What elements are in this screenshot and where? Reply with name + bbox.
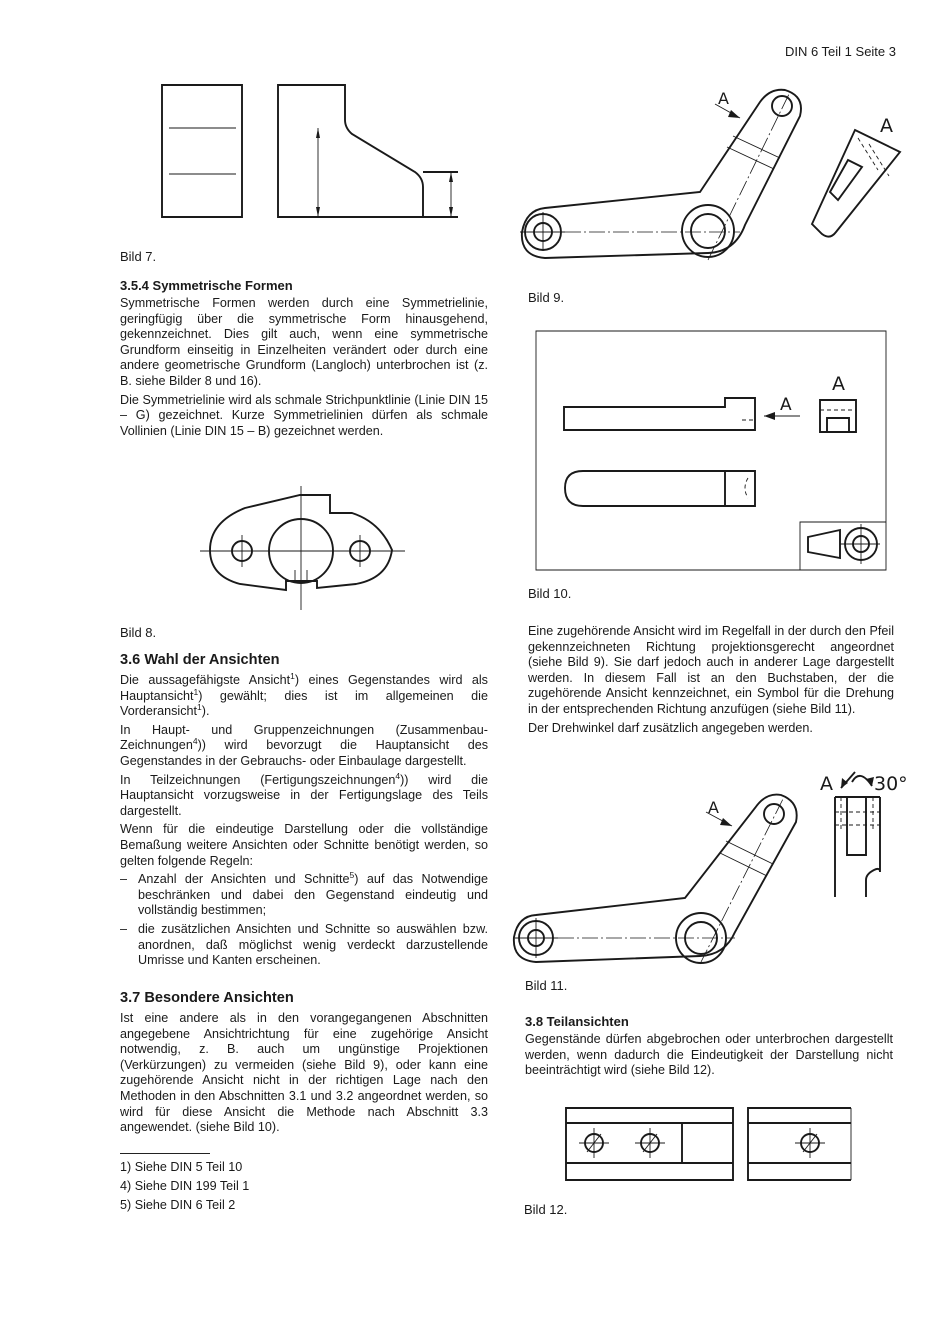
caption-bild-10: Bild 10. xyxy=(528,586,572,601)
paragraph: Wenn für die eindeutige Darstellung oder die vollständige Bemaßung weitere Ansichten oder Schnitte benötigt werden, so gelten folgende Regeln: xyxy=(120,822,488,868)
list-item: – Anzahl der Ansichten und Schnitte$^5$) auf das Notwendige beschränken und dabei den Gegenstand eindeutig und vollständig bestimmen; xyxy=(120,869,488,918)
footnotes xyxy=(120,1158,249,1215)
section-3-5-4 xyxy=(120,278,488,442)
caption-bild-9: Bild 9. xyxy=(528,290,565,305)
paragraph: Die Symmetrielinie wird als schmale Strichpunktlinie (Linie DIN 15 – G) gezeichnet. Kurze Symmetrielinien dürfen als schmale Vollinien (Linie DIN 15 – B) gezeichnet werden. xyxy=(120,392,488,438)
section-title: 3.8 Teilansichten xyxy=(525,1014,629,1029)
figure-bild-12 xyxy=(560,1100,860,1190)
paragraph: Der Drehwinkel darf zusätzlich angegeben werden. xyxy=(528,720,813,735)
caption-bild-8: Bild 8. xyxy=(120,625,157,640)
view-label: A xyxy=(832,373,845,395)
footnote: 5) Siehe DIN 6 Teil 2 xyxy=(120,1198,236,1212)
rotation-angle: 30° xyxy=(874,773,908,795)
section-title: 3.5.4 Symmetrische Formen xyxy=(120,278,293,293)
section-3-8 xyxy=(525,1014,893,1082)
paragraph: Symmetrische Formen werden durch eine Symmetrielinie, geringfügig über die symmetrische Form hinausgehend, gekennzeichnet. Dies gilt auch, wenn eine symmetrische Grundform einseitig in Einzelheiten verändert oder durch eine andere geometrische Grundform (Langloch) unterbrochen ist (z. B. siehe Bilder 8 und 16). xyxy=(120,296,488,388)
paragraph: Die aussagefähigste Ansicht$^1$) eines Gegenstandes wird als Hauptansicht$^1$) gewählt; dies ist im allgemeinen die Vorderansicht$^1$). xyxy=(120,670,488,719)
paragraph: In Haupt- und Gruppenzeichnungen (Zusammenbau-Zeichnungen$^4$)) wird bevorzugt die Hauptansicht des Gegenstandes in der Gebrauchs- oder Einbaulage dargestellt. xyxy=(120,722,488,768)
footnote: 4) Siehe DIN 199 Teil 1 xyxy=(120,1179,250,1193)
paragraph: In Teilzeichnungen (Fertigungszeichnungen$^4$)) wird die Hauptansicht vorzugsweise in der Fertigungslage des Teils dargestellt. xyxy=(120,770,488,818)
page-header: DIN 6 Teil 1 Seite 3 xyxy=(784,44,896,59)
figure-bild-7 xyxy=(150,78,470,228)
paragraph: Eine zugehörende Ansicht wird im Regelfall in der durch den Pfeil gekennzeichneten Richtung projektionsgerecht angeordnet (siehe Bild 9). Sie darf jedoch auch in anderer Lage dargestellt werden. In diesem Fall ist an den Buchstaben, der die zugehörende Ansicht kennzeichnet, ein Symbol für die Drehung in der entsprechenden Richtung anzufügen (siehe Bild 11). xyxy=(528,624,894,716)
section-title: 3.7 Besondere Ansichten xyxy=(120,990,294,1006)
caption-bild-12: Bild 12. xyxy=(524,1202,568,1217)
caption-bild-7: Bild 7. xyxy=(120,249,157,264)
footnote-rule xyxy=(120,1153,210,1154)
footnote: 1) Siehe DIN 5 Teil 10 xyxy=(120,1160,243,1174)
paragraph: Gegenstände dürfen abgebrochen oder unterbrochen dargestellt werden, wenn dadurch die Eindeutigkeit der Darstellung nicht beeinträchtigt wird (siehe Bild 12). xyxy=(525,1032,893,1078)
section-3-7 xyxy=(120,990,488,1139)
view-label: A xyxy=(880,115,893,137)
view-label: A xyxy=(820,773,833,795)
view-label: A xyxy=(708,798,719,817)
figure-bild-10 xyxy=(530,325,890,575)
figure-bild-9 xyxy=(515,85,915,265)
section-3-6 xyxy=(120,652,488,972)
section-title: 3.6 Wahl der Ansichten xyxy=(120,652,280,668)
figure-bild-11 xyxy=(505,765,915,970)
list-item: – die zusätzlichen Ansichten und Schnitte so auswählen bzw. anordnen, daß möglichst wenig verdeckt darzustellende Umrisse und Kanten erscheinen. xyxy=(120,921,488,968)
caption-bild-11: Bild 11. xyxy=(525,978,568,993)
paragraph: Ist eine andere als in den vorangegangenen Abschnitten angegebene Ansichtrichtung für eine zugehörige Ansicht notwendig, z. B. auch um ungünstige Projektionen (Verkürzungen) zu vermeiden (siehe Bild 9), oder kann eine zugehörende Ansicht nicht in der richtigen Lage nach den Methoden in den Abschnitten 3.1 und 3.2 angeordnet werden, so wird für diese Ansicht die Methode nach Abschnitt 3.3 angewendet. (siehe Bild 10). xyxy=(120,1011,488,1135)
view-label: A xyxy=(780,395,792,415)
view-label: A xyxy=(718,89,729,108)
figure-bild-8 xyxy=(195,480,415,615)
text-block xyxy=(528,624,894,739)
